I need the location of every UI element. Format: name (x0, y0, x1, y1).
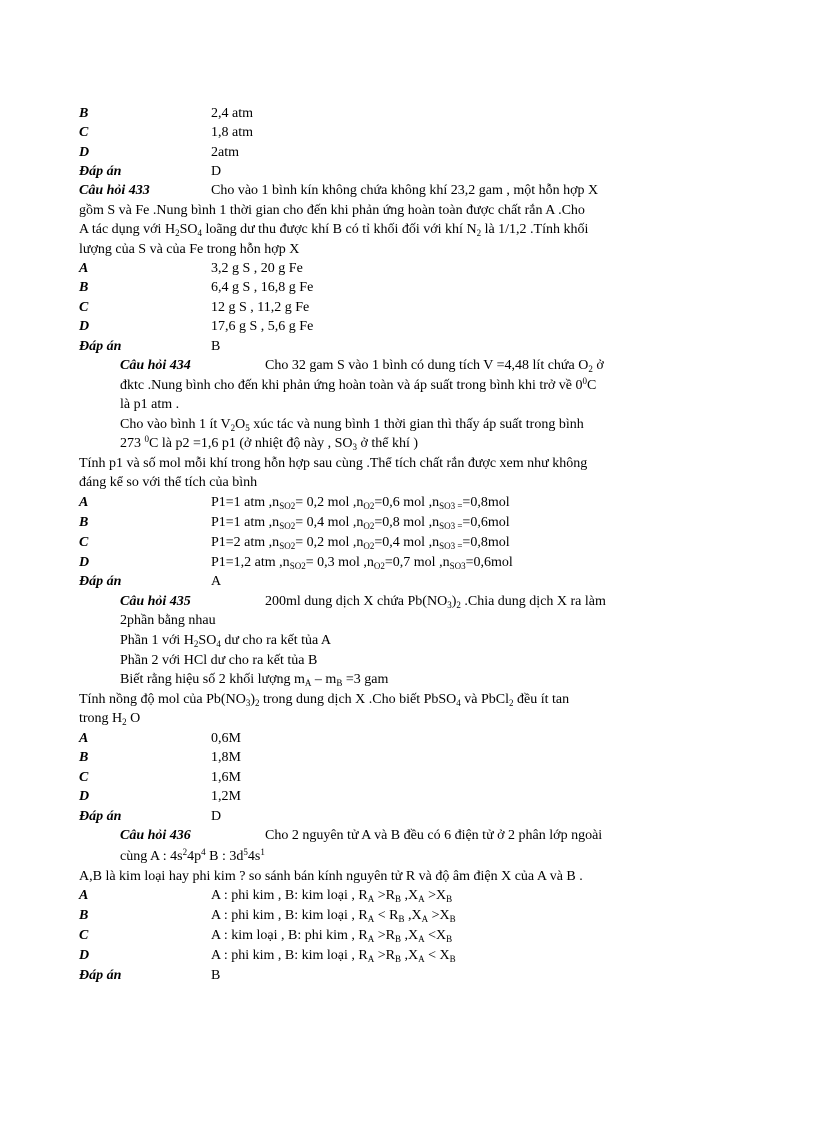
answer-label: Đáp án (79, 968, 122, 983)
question-text: là p1 atm . (120, 397, 180, 412)
option-label-b: B (79, 750, 89, 765)
question-text: Phần 2 với HCl dư cho ra kết tủa B (120, 653, 318, 668)
option-a-text: P1=1 atm $,n_{SO2}= 0,2$ mol $,n_{O2}=0,6$ mol $,n_{SO3 =}=0,8mol$ (211, 495, 510, 511)
option-label-a: A (79, 731, 89, 746)
question-label: Câu hỏi 436 (120, 828, 191, 843)
option-b-text: 1,8M (211, 750, 241, 765)
option-label-c: C (79, 770, 89, 785)
question-text: 200ml dung dịch X chứa $Pb(NO_3)_2$ .Chia dung dịch X ra làm (265, 594, 606, 610)
option-label-d: D (79, 555, 90, 570)
option-label-b: B (79, 515, 89, 530)
option-label-d: D (79, 145, 90, 160)
option-a-text: 0,6M (211, 731, 241, 746)
question-text: A tác dụng với $H_2SO_4$ loãng dư thu được khí B có tỉ khối đối với khí $N_2$ là 1/1,2 .Tính khối (79, 222, 589, 238)
option-d-text: 1,2M (211, 789, 241, 804)
question-text: Cho vào bình 1 ít $V_2O_5$ xúc tác và nung bình 1 thời gian thì thấy áp suất trong bình (120, 417, 584, 433)
question-text: Tính p1 và số mol mỗi khí trong hỗn hợp sau cùng .Thể tích chất rắn được xem như không (79, 456, 588, 471)
option-label-b: B (79, 280, 89, 295)
option-a-text: 3,2 g S , 20 g Fe (211, 261, 303, 276)
option-label-c: C (79, 300, 89, 315)
question-text: Tính nồng độ mol của $Pb(NO_3)_2$ trong dung dịch X .Cho biết PbSO$_4$ và PbCl$_2$ đều ít tan (79, 692, 570, 708)
option-d-text: 2atm (211, 145, 239, 160)
question-text: Cho vào 1 bình kín không chứa không khí 23,2 gam , một hỗn hợp X (211, 183, 599, 198)
option-label-d: D (79, 319, 90, 334)
question-text: đktc .Nung bình cho đến khi phản ứng hoàn toàn và áp suất trong bình khi trở về $0^0C$ (120, 376, 597, 393)
option-b-text: A : phi kim , B: kim loại , $R_A < R_B$ $,X_A >X_B$ (211, 908, 456, 924)
question-text: gồm S và Fe .Nung bình 1 thời gian cho đến khi phản ứng hoàn toàn được chất rắn A .Cho (79, 203, 585, 218)
question-label: Câu hỏi 434 (120, 358, 191, 373)
question-text: Biết rằng hiệu số 2 khối lượng $m_A - m_B =3$ gam (120, 672, 389, 688)
question-text: trong $H_2$ O (79, 711, 141, 727)
question-label: Câu hỏi 433 (79, 183, 150, 198)
question-text: Phần 1 với $H_2SO_4$ dư cho ra kết tủa A (120, 633, 332, 649)
option-label-a: A (79, 888, 89, 903)
option-d-text: 17,6 g S , 5,6 g Fe (211, 319, 314, 334)
answer-label: Đáp án (79, 809, 122, 824)
option-label-d: D (79, 789, 90, 804)
question-text: Cho 32 gam S vào 1 bình có dung tích V =4,48 lít chứa $O_2$ ở (265, 358, 604, 374)
question-text: 273 $^0$C là p2 =1,6 p1 (ở nhiệt độ này , $SO_3$ ở thể khí ) (120, 434, 419, 452)
answer-label: Đáp án (79, 339, 122, 354)
question-text: đáng kể so với thể tích của bình (79, 475, 258, 490)
option-c-text: P1=2 atm $,n_{SO2}= 0,2$ mol $,n_{O2}=0,4$ mol $,n_{SO3 =}=0,8mol$ (211, 535, 510, 551)
answer-value: A (211, 574, 222, 589)
answer-label: Đáp án (79, 574, 122, 589)
option-label-b: B (79, 908, 89, 923)
question-text: A,B là kim loại hay phi kim ? so sánh bán kính nguyên tử R và độ âm điện X của A và B . (79, 869, 583, 884)
answer-value: D (211, 164, 222, 179)
option-label-a: A (79, 495, 89, 510)
option-b-text: 2,4 atm (211, 106, 253, 121)
question-label: Câu hỏi 435 (120, 594, 191, 609)
option-label-c: C (79, 125, 89, 140)
option-c-text: 1,8 atm (211, 125, 253, 140)
option-d-text: A : phi kim , B: kim loại , $R_A >R_B$ $,X_A < X_B$ (211, 948, 456, 964)
option-label-d: D (79, 948, 90, 963)
option-label-b: B (79, 106, 89, 121)
question-text: lượng của S và của Fe trong hỗn hợp X (79, 242, 300, 257)
option-a-text: A : phi kim , B: kim loại , $R_A >R_B$ $,X_A >X_B$ (211, 888, 453, 904)
option-b-text: 6,4 g S , 16,8 g Fe (211, 280, 314, 295)
question-text: cùng A : $4s^24p^4$ B : $3d^54s^1$ (120, 847, 265, 864)
question-text: Cho 2 nguyên tử A và B đều có 6 điện tử ở 2 phân lớp ngoài (265, 828, 603, 843)
answer-value: D (211, 809, 222, 824)
option-c-text: 12 g S , 11,2 g Fe (211, 300, 310, 315)
option-b-text: P1=1 atm $,n_{SO2}= 0,4$ mol $,n_{O2}=0,8$ mol $,n_{SO3 =}=0,6mol$ (211, 515, 510, 531)
answer-value: B (211, 339, 221, 354)
option-c-text: A : kim loại , B: phi kim , $R_A >R_B$ $,X_A <X_B$ (211, 928, 453, 944)
answer-label: Đáp án (79, 164, 122, 179)
option-label-a: A (79, 261, 89, 276)
answer-value: B (211, 968, 221, 983)
option-c-text: 1,6M (211, 770, 241, 785)
option-d-text: P1=1,2 atm $,n_{SO2}= 0,3$ mol $,n_{O2}=0,7$ mol $,n_{SO3}=0,6mol$ (211, 555, 513, 571)
option-label-c: C (79, 535, 89, 550)
question-text: 2phần bằng nhau (120, 613, 216, 628)
option-label-c: C (79, 928, 89, 943)
